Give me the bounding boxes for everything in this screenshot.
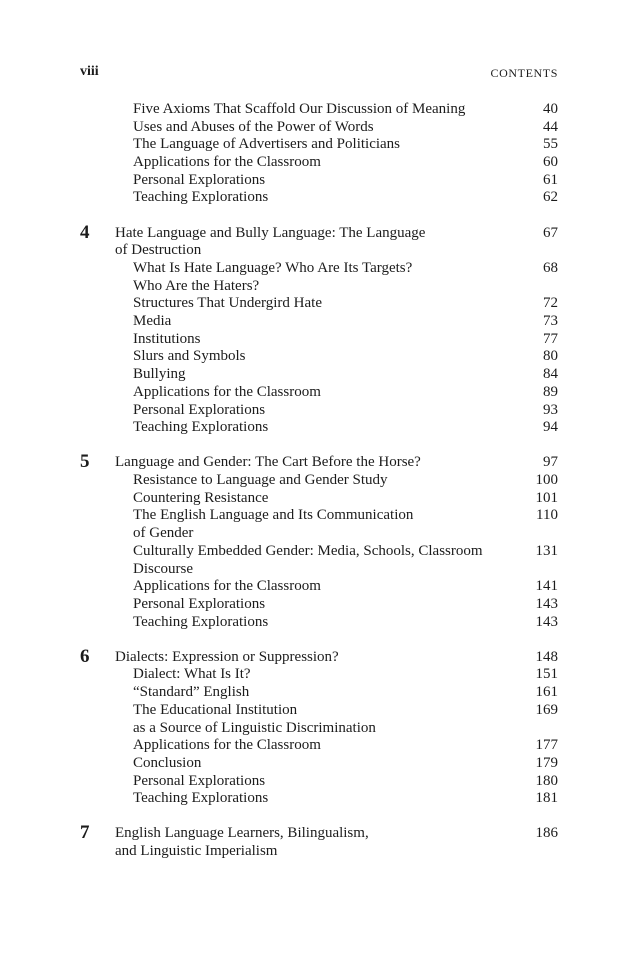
chapter-title: English Language Learners, Bilingualism, bbox=[115, 825, 369, 842]
section-gap bbox=[80, 808, 558, 826]
entry-title: Five Axioms That Scaffold Our Discussion of Meaning bbox=[133, 101, 466, 117]
toc-entry-row bbox=[80, 578, 558, 596]
chapter-number: 4 bbox=[80, 221, 90, 243]
toc-entry-row bbox=[80, 543, 558, 561]
entry-title: Who Are the Haters? bbox=[133, 277, 260, 294]
page-reference: 180 bbox=[535, 772, 558, 789]
toc-entry-row bbox=[80, 295, 558, 313]
page-reference: 55 bbox=[543, 136, 558, 153]
entry-title: Slurs and Symbols bbox=[133, 348, 246, 365]
page-reference: 62 bbox=[543, 189, 558, 206]
entry-title: Personal Explorations bbox=[133, 595, 266, 612]
entry-title: as a Source of Linguistic Discrimination bbox=[133, 719, 376, 736]
page-reference: 61 bbox=[543, 171, 558, 188]
entry-title: Teaching Explorations bbox=[133, 613, 269, 630]
page-reference: 143 bbox=[535, 595, 558, 612]
page-reference: 60 bbox=[543, 154, 558, 171]
section-gap bbox=[80, 207, 558, 225]
toc-entry-row bbox=[80, 136, 558, 154]
entry-title: Institutions bbox=[133, 330, 201, 347]
toc-entry-row bbox=[80, 684, 558, 702]
toc-entry-row bbox=[80, 313, 558, 331]
page-reference: 68 bbox=[543, 260, 558, 276]
page-reference: 101 bbox=[535, 489, 558, 506]
section-gap bbox=[80, 631, 558, 649]
chapter-title: Dialects: Expression or Suppression? bbox=[115, 648, 339, 665]
entry-title: Teaching Explorations bbox=[133, 790, 269, 807]
entry-title: The Educational Institution bbox=[133, 701, 298, 718]
table-of-contents bbox=[80, 101, 558, 861]
chapter-title: Hate Language and Bully Language: The Language bbox=[115, 224, 426, 241]
chapter-title: of Destruction bbox=[115, 242, 202, 259]
page-reference: 44 bbox=[543, 118, 558, 135]
toc-entry-row bbox=[80, 507, 558, 525]
entry-title: of Gender bbox=[133, 525, 194, 542]
toc-entry-row bbox=[80, 419, 558, 437]
toc-entry-row bbox=[80, 702, 558, 720]
section-gap bbox=[80, 437, 558, 455]
page-reference: 151 bbox=[535, 666, 558, 683]
toc-entry-row bbox=[80, 278, 558, 296]
entry-title: Personal Explorations bbox=[133, 772, 266, 789]
entry-title: Teaching Explorations bbox=[133, 189, 269, 206]
entry-title: Structures That Undergird Hate bbox=[133, 295, 322, 312]
toc-entry-row bbox=[80, 614, 558, 632]
toc-entry-row bbox=[80, 366, 558, 384]
chapter-number: 7 bbox=[80, 822, 90, 844]
entry-title: Dialect: What Is It? bbox=[133, 666, 251, 683]
page-reference: 89 bbox=[543, 383, 558, 400]
entry-title: Personal Explorations bbox=[133, 401, 266, 418]
running-head: CONTENTS bbox=[490, 66, 558, 80]
page-reference: 110 bbox=[536, 507, 558, 524]
page-reference: 143 bbox=[535, 613, 558, 630]
toc-entry-row bbox=[80, 790, 558, 808]
toc-entry-row bbox=[80, 154, 558, 172]
page-reference: 161 bbox=[535, 684, 558, 701]
toc-entry-row bbox=[80, 331, 558, 349]
entry-title: Bullying bbox=[133, 366, 186, 383]
toc-entry-row bbox=[80, 490, 558, 508]
entry-title: Uses and Abuses of the Power of Words bbox=[133, 118, 374, 135]
chapter-title: and Linguistic Imperialism bbox=[115, 843, 278, 860]
toc-entry-row bbox=[80, 596, 558, 614]
page-reference: 100 bbox=[535, 472, 558, 489]
entry-title: Applications for the Classroom bbox=[133, 737, 321, 754]
toc-entry-row bbox=[80, 755, 558, 773]
page-reference: 97 bbox=[543, 454, 558, 471]
chapter-number: 5 bbox=[80, 451, 90, 473]
entry-title: Applications for the Classroom bbox=[133, 383, 321, 400]
page-reference: 67 bbox=[543, 224, 558, 241]
page-reference: 73 bbox=[543, 313, 558, 330]
entry-title: Resistance to Language and Gender Study bbox=[133, 472, 388, 489]
page-reference: 186 bbox=[535, 825, 558, 842]
page-reference: 72 bbox=[543, 295, 558, 312]
entry-title: Conclusion bbox=[133, 754, 202, 771]
toc-chapter-row bbox=[80, 645, 558, 667]
toc-chapter-row bbox=[80, 242, 558, 260]
entry-title: Applications for the Classroom bbox=[133, 578, 321, 595]
entry-title: Teaching Explorations bbox=[133, 419, 269, 436]
page-reference: 94 bbox=[543, 419, 558, 436]
entry-title: Culturally Embedded Gender: Media, Schools, Classroom bbox=[133, 542, 483, 559]
chapter-number: 6 bbox=[80, 645, 90, 667]
toc-entry-row bbox=[80, 666, 558, 684]
toc-chapter-row bbox=[80, 221, 558, 243]
page-reference: 93 bbox=[543, 401, 558, 418]
page-reference: 169 bbox=[535, 701, 558, 718]
toc-entry-row bbox=[80, 402, 558, 420]
entry-title: The Language of Advertisers and Politicians bbox=[133, 136, 401, 153]
toc-entry-row bbox=[80, 773, 558, 791]
toc-entry-row bbox=[80, 384, 558, 402]
page-reference: 148 bbox=[535, 648, 558, 665]
page-reference: 84 bbox=[543, 366, 558, 383]
toc-chapter-row bbox=[80, 843, 558, 861]
toc-entry-row bbox=[80, 119, 558, 137]
entry-title: Countering Resistance bbox=[133, 489, 269, 506]
entry-title: “Standard” English bbox=[133, 684, 250, 701]
toc-entry-row bbox=[80, 101, 558, 119]
entry-title: The English Language and Its Communication bbox=[133, 507, 414, 524]
toc-entry-row bbox=[80, 525, 558, 543]
page-reference: 77 bbox=[543, 330, 558, 347]
page-number: viii bbox=[80, 64, 99, 79]
page-reference: 181 bbox=[535, 790, 558, 807]
page-reference: 141 bbox=[535, 578, 558, 595]
page-reference: 179 bbox=[535, 754, 558, 771]
toc-entry-row bbox=[80, 720, 558, 738]
chapter-title: Language and Gender: The Cart Before the Horse? bbox=[115, 454, 421, 471]
entry-title: Personal Explorations bbox=[133, 171, 266, 188]
toc-entry-row bbox=[80, 260, 558, 278]
page-reference: 177 bbox=[535, 737, 558, 754]
entry-title: Discourse bbox=[133, 560, 193, 577]
toc-entry-row bbox=[80, 348, 558, 366]
page-reference: 131 bbox=[535, 542, 558, 559]
toc-chapter-row bbox=[80, 822, 558, 844]
page-reference: 80 bbox=[543, 348, 558, 365]
toc-entry-row bbox=[80, 472, 558, 490]
entry-title: Applications for the Classroom bbox=[133, 154, 321, 171]
toc-entry-row bbox=[80, 737, 558, 755]
toc-chapter-row bbox=[80, 451, 558, 473]
toc-entry-row bbox=[80, 561, 558, 579]
toc-entry-row bbox=[80, 189, 558, 207]
entry-title: Media bbox=[133, 313, 172, 330]
entry-title: What Is Hate Language? Who Are Its Targets? bbox=[133, 260, 413, 276]
toc-entry-row bbox=[80, 172, 558, 190]
page-reference: 40 bbox=[543, 101, 558, 117]
